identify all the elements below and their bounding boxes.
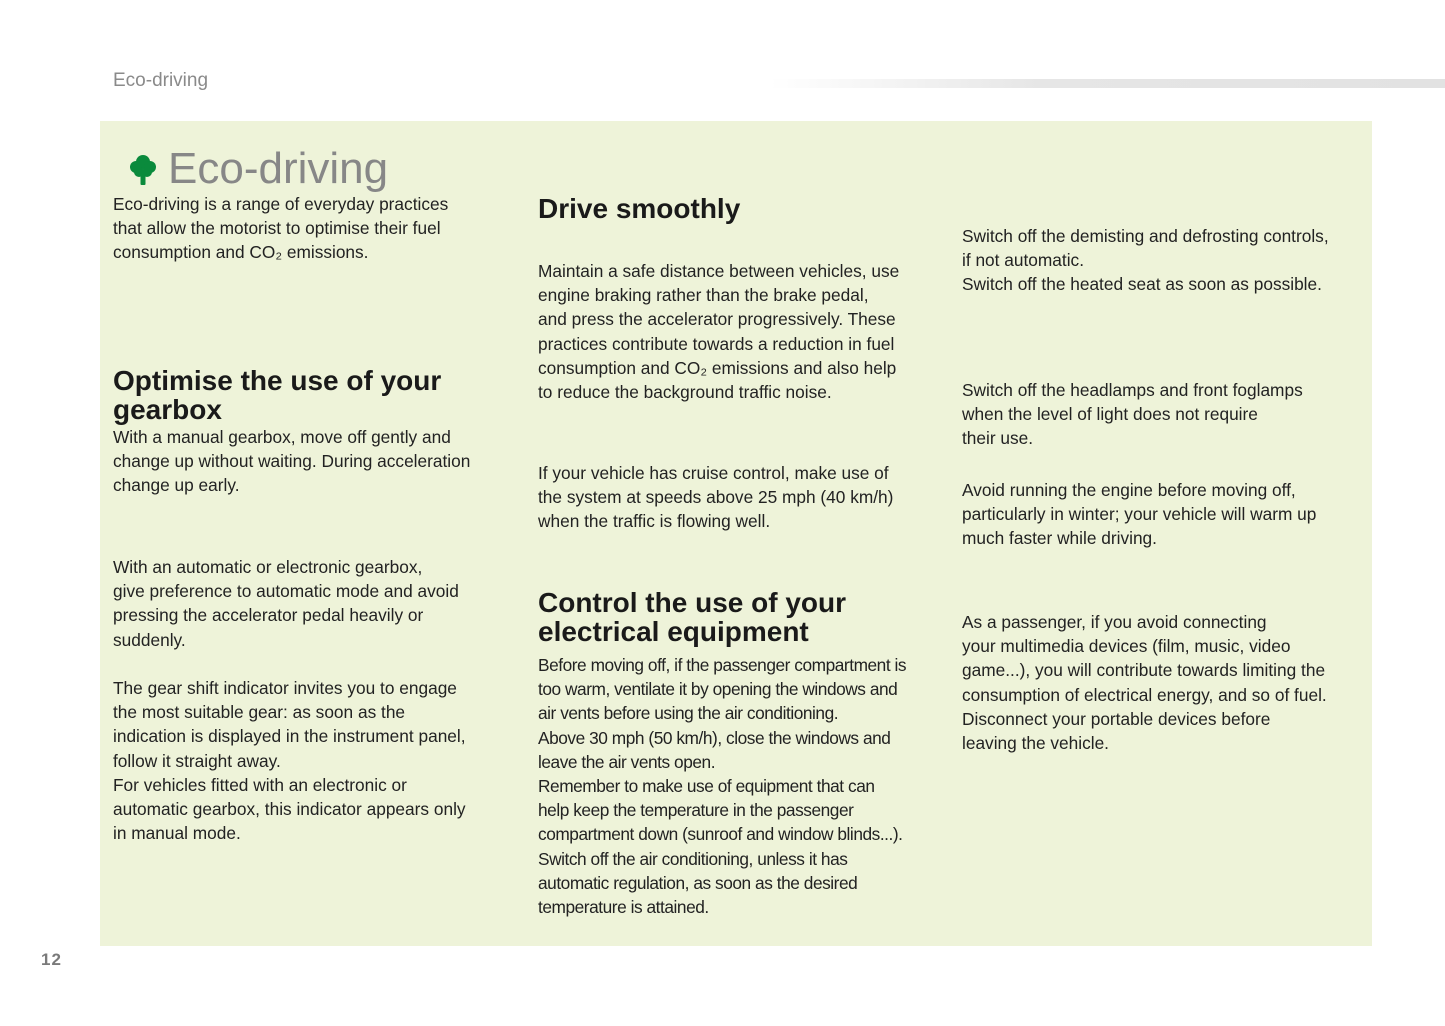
drive-smoothly-heading: Drive smoothly [538,193,741,224]
page-title: Eco-driving [168,144,389,193]
gearbox-heading: Optimise the use of your gearbox [113,365,442,425]
cruise-control-paragraph: If your vehicle has cruise control, make use of the system at speeds above 25 mph (40 km/h) when the traffic is flowing well. [538,463,894,532]
drive-smoothly-paragraph: Maintain a safe distance between vehicles, use engine braking rather than the brake pedal, and press the accelerator progressively. These practices contribute towards a reduction in fuel consumption and CO₂ emissions and also help to reduce the background traffic noise. [538,261,900,403]
engine-warmup-paragraph: Avoid running the engine before moving off, particularly in winter; your vehicle will warm up much faster while driving. [962,480,1317,549]
passenger-devices-paragraph: As a passenger, if you avoid connecting your multimedia devices (film, music, video game...), you will contribute towards limiting the consumption of electrical energy, and so of fuel. Disconnect your portable devices before leaving the vehicle. [962,612,1327,754]
running-header: Eco-driving [113,70,209,91]
electrical-paragraph: Before moving off, if the passenger compartment is too warm, ventilate it by opening the windows and air vents before using the air conditioning. Above 30 mph (50 km/h), close the windows and leave the air vents open. Remember to make use of equipment that can help keep the temperature in the passenger compartment down (sunroof and window blinds...). Switch off the air conditioning, unless it has automatic regulation, as soon as the desired temperature is attained. [538,655,907,918]
tree-icon [129,154,157,186]
headlamps-paragraph: Switch off the headlamps and front foglamps when the level of light does not require their use. [962,380,1303,449]
gearbox-paragraph-manual: With a manual gearbox, move off gently and change up without waiting. During acceleration change up early. [113,427,471,496]
gearbox-paragraph-automatic: With an automatic or electronic gearbox, give preference to automatic mode and avoid pressing the accelerator pedal heavily or suddenly. [113,557,459,650]
demisting-paragraph: Switch off the demisting and defrosting controls, if not automatic. Switch off the heated seat as soon as possible. [962,226,1329,295]
page-number: 12 [41,950,62,969]
gearbox-paragraph-indicator: The gear shift indicator invites you to engage the most suitable gear: as soon as the indication is displayed in the instrument panel, follow it straight away. For vehicles fitted with an electronic or automatic gearbox, this indicator appears only in manual mode. [113,678,466,844]
intro-paragraph: Eco-driving is a range of everyday practices that allow the motorist to optimise their fuel consumption and CO₂ emissions. [113,194,449,263]
header-rule [770,79,1445,88]
electrical-heading: Control the use of your electrical equipment [538,587,846,647]
